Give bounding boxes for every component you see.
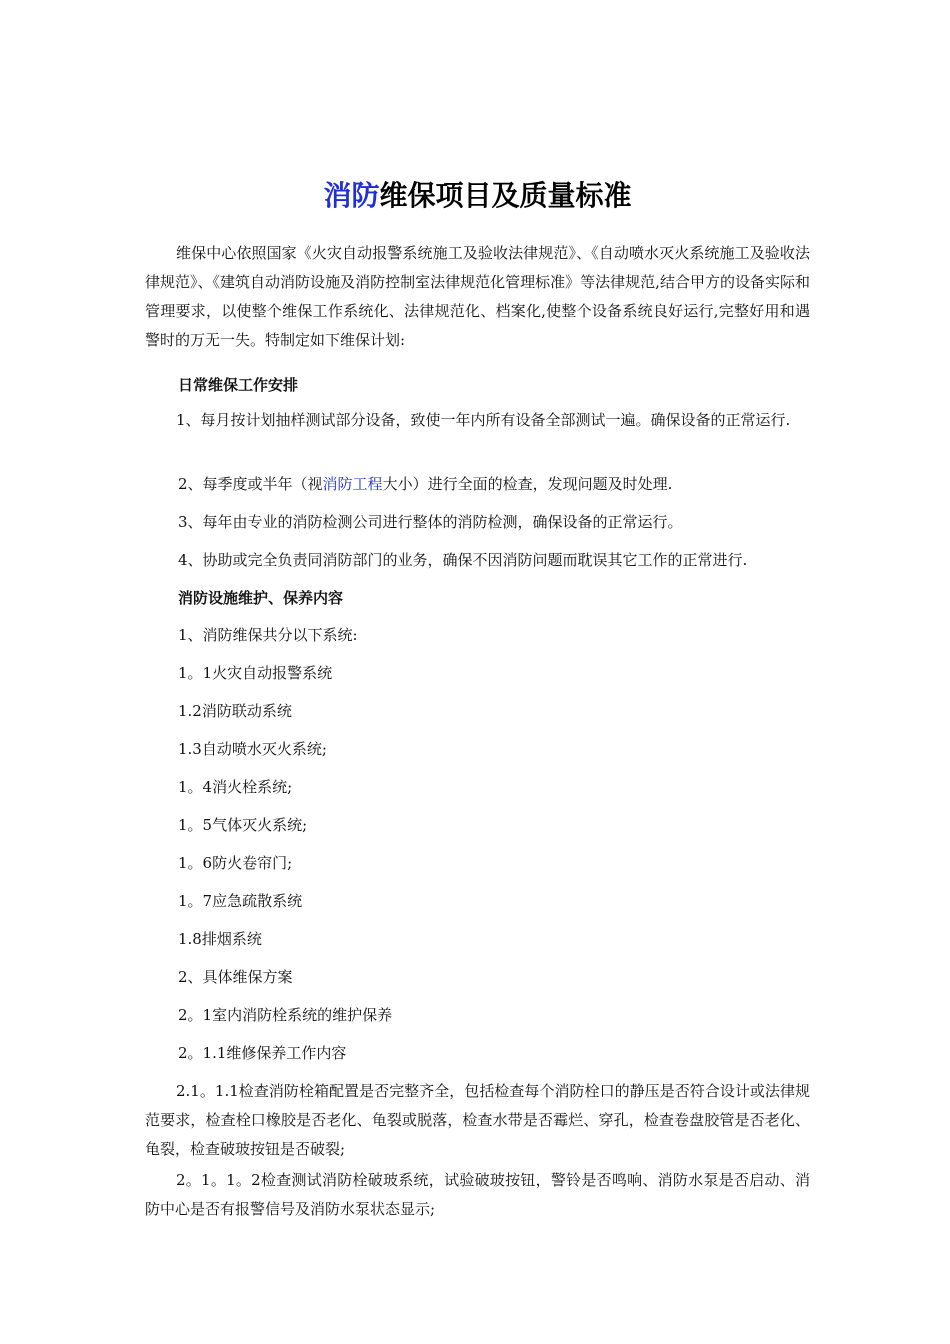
fire-engineering-link[interactable]: 消防工程 [322,475,383,493]
section-heading-daily: 日常维保工作安排 [178,376,299,394]
list-item: 1。1火灾自动报警系统 [178,664,333,682]
list-item: 2。1.1维修保养工作内容 [178,1044,347,1062]
list-item: 1.2消防联动系统 [178,702,292,720]
paragraph-2112: 2。1。1。2检查测试消防栓破玻系统，试验破玻按钮，警铃是否鸣响、消防水泵是否启动、消防中心是否有报警信号及消防水泵状态显示; [145,1171,810,1218]
title-link[interactable]: 消防 [323,179,380,212]
section-heading-maintenance: 消防设施维护、保养内容 [178,589,344,607]
list-item: 1。5气体灭火系统; [178,816,308,834]
list-item: 1.3自动喷水灭火系统; [178,740,327,758]
daily-item-2-text-b: 大小）进行全面的检查，发现问题及时处理. [382,475,673,493]
daily-item-4: 4、协助或完全负责同消防部门的业务，确保不因消防问题而耽误其它工作的正常进行. [178,551,748,569]
title-text: 维保项目及质量标准 [379,179,632,212]
paragraph-2111: 2.1。1.1检查消防栓箱配置是否完整齐全，包括检查每个消防栓口的静压是否符合设计或法律规范要求，检查栓口橡胶是否老化、龟裂或脱落，检查水带是否霉烂、穿孔，检查卷盘胶管是否老化、龟裂，检查破玻按钮是否破裂; [145,1082,810,1158]
daily-item-2-text-a: 2、每季度或半年（视 [178,475,323,493]
list-item: 2、具体维保方案 [178,968,293,986]
list-item: 2。1室内消防栓系统的维护保养 [178,1006,393,1024]
list-item: 1.8排烟系统 [178,930,262,948]
list-item: 1。7应急疏散系统 [178,892,303,910]
list-item: 1。6防火卷帘门; [178,854,293,872]
page-title [145,176,810,216]
daily-item-2 [178,472,672,496]
list-item: 1。4消火栓系统; [178,778,293,796]
daily-item-3: 3、每年由专业的消防检测公司进行整体的消防检测，确保设备的正常运行。 [178,513,683,531]
daily-item-1: 1、每月按计划抽样测试部分设备，致使一年内所有设备全部测试一遍。确保设备的正常运行. [176,411,791,429]
list-item: 1、消防维保共分以下系统: [178,626,358,644]
intro-paragraph: 维保中心依照国家《火灾自动报警系统施工及验收法律规范》、《自动喷水灭火系统施工及验收法律规范》、《建筑自动消防设施及消防控制室法律规范化管理标准》等法律规范,结合甲方的设备实际和管理要求，以使整个维保工作系统化、法律规范化、档案化,使整个设备系统良好运行,完整好用和遇警时的万无一失。特制定如下维保计划: [145,244,810,349]
